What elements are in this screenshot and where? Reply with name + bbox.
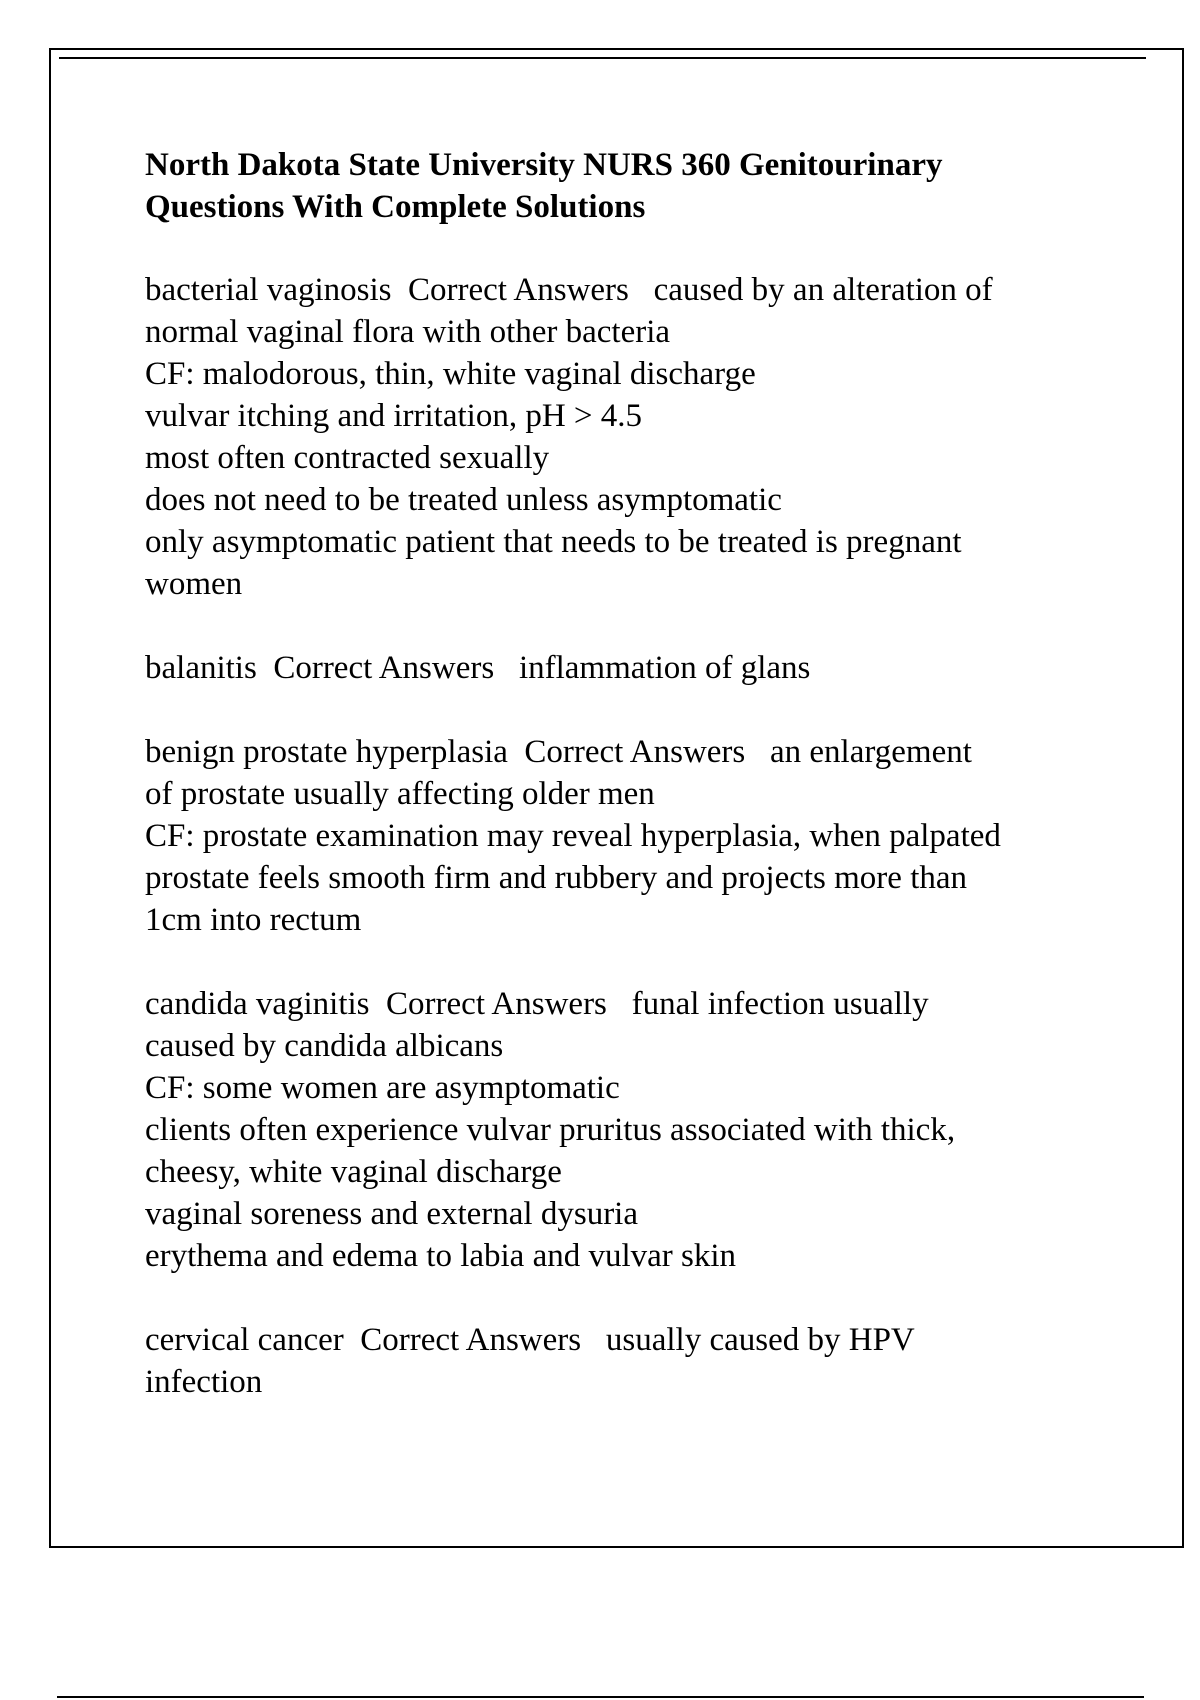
answer-line: an enlargement (770, 734, 972, 770)
answer-line: vaginal soreness and external dysuria (145, 1196, 639, 1232)
answer-line: cheesy, white vaginal discharge (145, 1154, 562, 1190)
answer-line: infection (145, 1364, 263, 1400)
frame-top-rule (59, 57, 1146, 59)
answer-line: does not need to be treated unless asymptomatic (145, 482, 782, 518)
answer-line: funal infection usually (631, 986, 929, 1022)
answer-line: caused by candida albicans (145, 1028, 504, 1064)
answer-line: prostate feels smooth firm and rubbery and projects more than (145, 860, 968, 896)
correct-answers-marker: Correct Answers (408, 272, 629, 308)
answer-line: only asymptomatic patient that needs to be treated is pregnant (145, 524, 962, 560)
entry-first-line (145, 1319, 1095, 1361)
entry-term: bacterial vaginosis (145, 272, 392, 308)
next-page-top-rule (57, 1696, 1144, 1698)
answer-line: clients often experience vulvar pruritus associated with thick, (145, 1112, 956, 1148)
document-body (145, 144, 1095, 1445)
entry-first-line (145, 983, 1095, 1025)
entry-term: candida vaginitis (145, 986, 370, 1022)
answer-line: normal vaginal flora with other bacteria (145, 314, 671, 350)
answer-line: CF: some women are asymptomatic (145, 1070, 620, 1106)
entry-cervical-cancer (145, 1319, 1095, 1403)
entry-first-line (145, 731, 1095, 773)
entry-term: balanitis (145, 650, 257, 686)
correct-answers-marker: Correct Answers (386, 986, 607, 1022)
answer-line: women (145, 566, 243, 602)
answer-line: caused by an alteration of (653, 272, 993, 308)
document-title (145, 144, 1095, 228)
answer-line: erythema and edema to labia and vulvar skin (145, 1238, 737, 1274)
entry-first-line (145, 269, 1095, 311)
entry-benign-prostate-hyperplasia (145, 731, 1095, 941)
correct-answers-marker: Correct Answers (524, 734, 746, 770)
entry-balanitis (145, 647, 1095, 689)
answer-line: 1cm into rectum (145, 902, 362, 938)
entry-term: benign prostate hyperplasia (145, 734, 508, 770)
correct-answers-marker: Correct Answers (273, 650, 495, 686)
entry-candida-vaginitis (145, 983, 1095, 1277)
answer-line: most often contracted sexually (145, 440, 550, 476)
entry-term: cervical cancer (145, 1322, 344, 1358)
title-line-2: Questions With Complete Solutions (145, 189, 646, 225)
title-line-1: North Dakota State University NURS 360 Genitourinary (145, 147, 943, 183)
answer-line: inflammation of glans (518, 650, 811, 686)
answer-line: usually caused by HPV (605, 1322, 915, 1358)
answer-line: CF: malodorous, thin, white vaginal discharge (145, 356, 756, 392)
answer-line: of prostate usually affecting older men (145, 776, 655, 812)
entry-bacterial-vaginosis (145, 269, 1095, 605)
answer-line: vulvar itching and irritation, pH > 4.5 (145, 398, 643, 434)
answer-line: CF: prostate examination may reveal hyperplasia, when palpated (145, 818, 1001, 854)
correct-answers-marker: Correct Answers (360, 1322, 582, 1358)
entry-first-line (145, 647, 1095, 689)
